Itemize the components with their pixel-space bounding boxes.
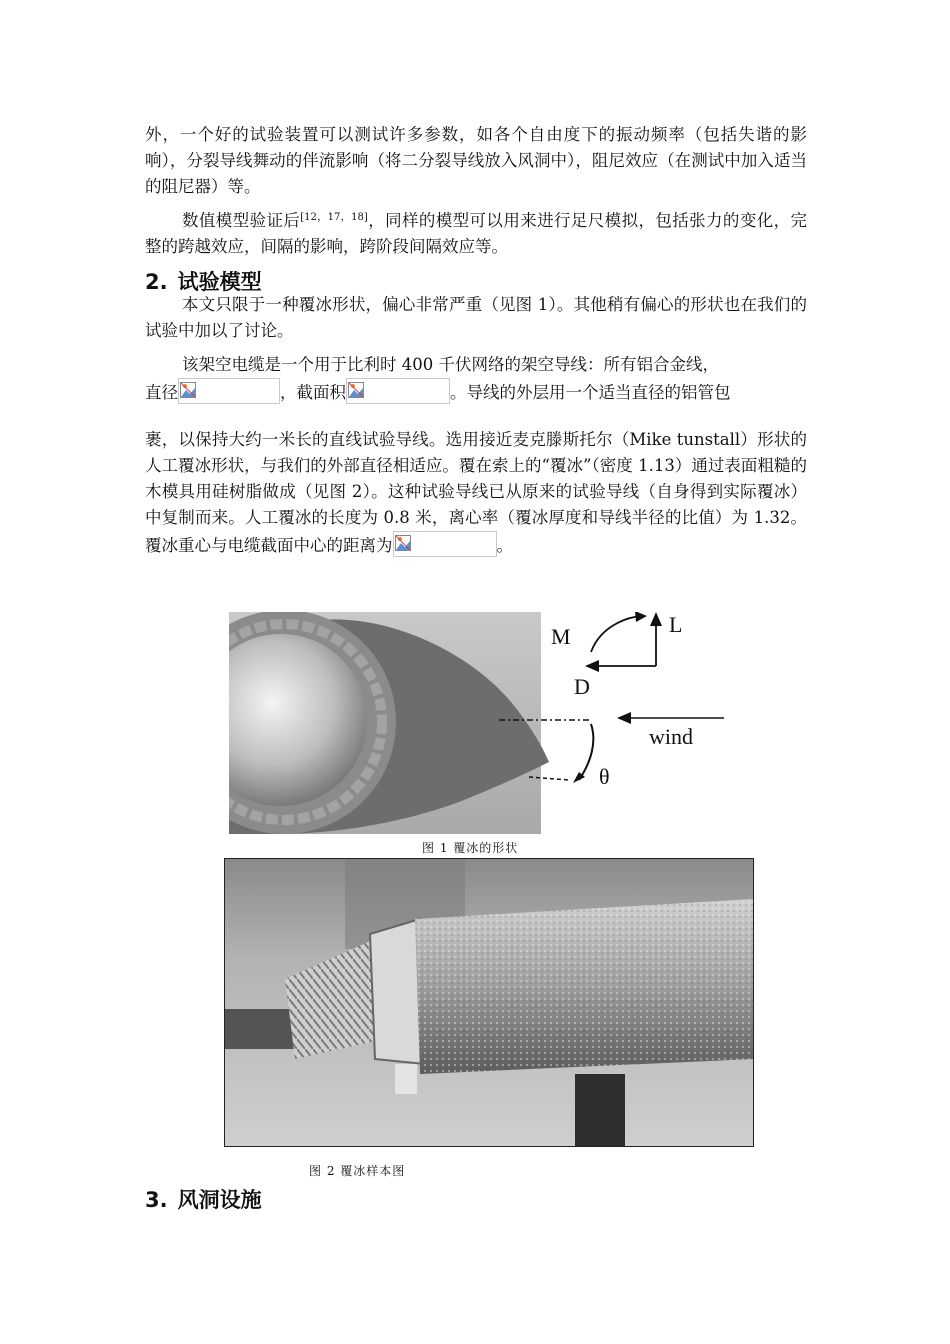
support-stand — [575, 1074, 625, 1146]
paragraph-numerical-model — [145, 208, 807, 260]
angle-arrow — [579, 724, 593, 780]
paragraph-cable-after: 。导线的外层用一个适当直径的铝管包 — [450, 383, 731, 402]
section-heading-wind-tunnel — [145, 1184, 262, 1214]
drag-label: D — [574, 674, 590, 699]
section-title: 试验模型 — [177, 270, 262, 294]
diameter-label: 直径 — [145, 383, 178, 402]
broken-image-icon — [180, 380, 196, 396]
section-number: 3. — [145, 1188, 168, 1212]
section-number: 2. — [145, 270, 168, 294]
paragraph-numerical-model-after: ，同样的模型可以用来进行足尺模拟，包括张力的变化，完整的跨越效应，间隔的影响，跨阶段间隔效应等。 — [145, 211, 807, 256]
broken-image-icon — [348, 380, 364, 396]
equation-image-diameter — [178, 378, 280, 404]
figure-1-ice-shape — [229, 612, 739, 834]
paragraph-ice-shape: 本文只限于一种覆冰形状，偏心非常严重（见图 1）。其他稍有偏心的形状也在我们的试验中加以了讨论。 — [145, 295, 807, 340]
ice-sample-photo — [225, 859, 753, 1146]
reference-citation[interactable]: [12，17，18] — [300, 212, 368, 223]
moment-arrow — [591, 616, 641, 652]
moment-label: M — [551, 624, 571, 649]
paragraph-test-setup: 外，一个好的试验装置可以测试许多参数，如各个自由度下的振动频率（包括失谐的影响），分裂导线舞动的伴流影响（将二分裂导线放入风洞中），阻尼效应（在测试中加入适当的阻尼器）等。 — [145, 125, 807, 196]
lift-label: L — [669, 612, 683, 637]
paragraph-numerical-model-before: 数值模型验证后 — [182, 211, 301, 230]
area-label: ，截面积 — [280, 383, 346, 402]
angle-label: θ — [599, 764, 610, 789]
equation-image-distance — [393, 531, 497, 557]
figure-2-ice-sample-photo — [224, 858, 754, 1147]
wind-label: wind — [649, 724, 693, 749]
paragraph-cable-end: 。 — [496, 536, 513, 555]
figure-2-caption: 图 2 覆冰样本图 — [309, 1164, 406, 1178]
section-title: 风洞设施 — [177, 1188, 262, 1212]
paragraph-cable-line1: 该架空电缆是一个用于比利时 400 千伏网络的架空导线：所有铝合金线， — [182, 355, 719, 374]
ice-shape-diagram — [229, 612, 739, 834]
paragraph-cable-rest-text: 裹，以保持大约一米长的直线试验导线。选用接近麦克滕斯托尔（Mike tunstall）形状的人工覆冰形状，与我们的外部直径相适应。覆在索上的“覆冰”（密度 1.13）通过表面粗糙的木模具用硅树脂做成（见图 2）。这种试验导线已从原来的试验导线（自身得到实际覆冰）中复制而来。人工覆冰的长度为 0.8 米，离心率（覆冰厚度和导线半径的比值）为 1.32。覆冰重心与电缆截面中心的距离为 — [145, 430, 807, 555]
paragraph-cable-line2 — [145, 378, 807, 406]
paragraph-cable-rest — [145, 427, 807, 559]
figure-1-caption: 图 1 覆冰的形状 — [422, 841, 519, 855]
broken-image-icon — [395, 533, 411, 549]
equation-image-area — [346, 378, 450, 404]
